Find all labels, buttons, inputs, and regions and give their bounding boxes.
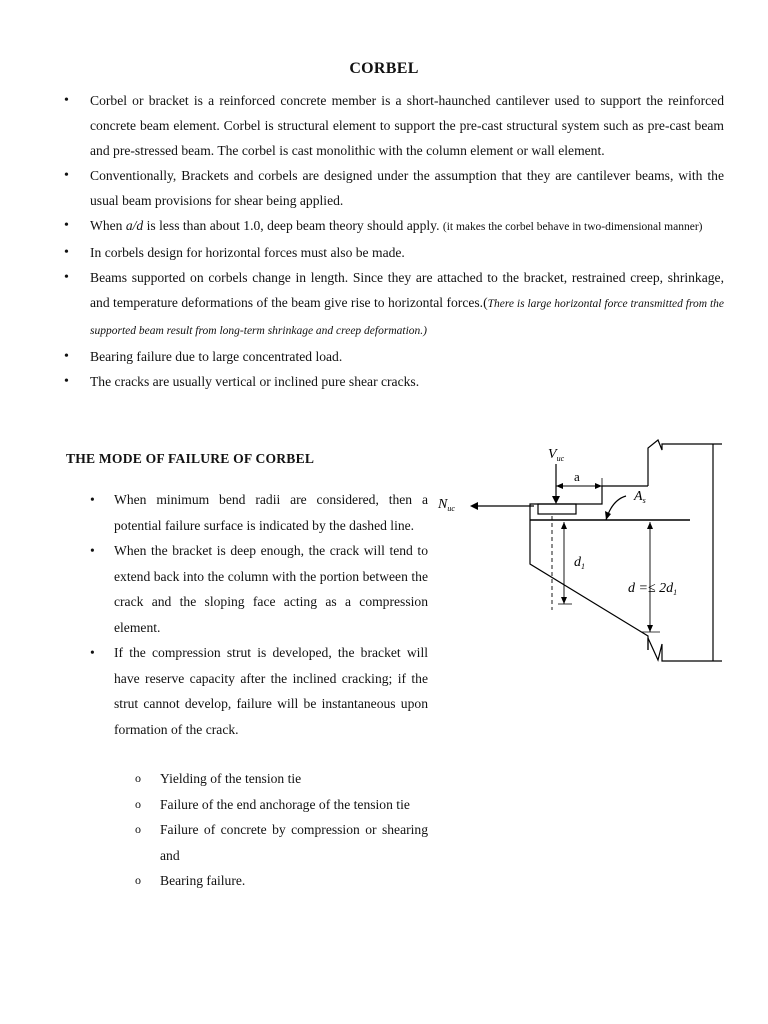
- d-top-arrow-head: [647, 522, 653, 529]
- list-item: • Beams supported on corbels change in length. Since they are attached to the bracket, restrained creep, shrinkage, and temperature deformations of the beam give rise to horizontal forces.(There is large horizontal force transmitted from the supported beam result from long-term shrinkage and creep deformation.): [62, 265, 724, 344]
- list-item: • The cracks are usually vertical or inclined pure shear cracks.: [62, 369, 724, 394]
- as-leader-arrow-head: [605, 511, 611, 520]
- bearing-plate: [538, 504, 576, 514]
- failure-mode-list: [88, 487, 428, 742]
- sub-list-item: o Failure of the end anchorage of the tension tie: [132, 792, 428, 818]
- d1-label: $d_1$: [574, 555, 585, 571]
- list-item: • When a/d is less than about 1.0, deep beam theory should apply. (it makes the corbel behave in two-dimensional manner): [62, 213, 724, 240]
- nuc-label: $N_{uc}$: [438, 497, 455, 513]
- dimension-a-label: a: [574, 469, 580, 484]
- list-item: • Corbel or bracket is a reinforced concrete member is a short-haunched cantilever used to support the reinforced concrete beam element. Corbel is structural element to support the pre-cast structural system such as pre-cast beam and pre-stressed beam. The corbel is cast monolithic with the column element or wall element.: [62, 88, 724, 163]
- sub-list-item: o Yielding of the tension tie: [132, 766, 428, 792]
- corbel-outline: [530, 486, 648, 650]
- vuc-label: $V_{uc}$: [548, 447, 565, 463]
- list-item: • Bearing failure due to large concentrated load.: [62, 344, 724, 369]
- d1-bottom-arrow-head: [561, 597, 567, 604]
- vuc-arrow-head: [552, 496, 560, 504]
- dimension-a-right-arrow-head: [595, 483, 602, 489]
- failure-type-sublist: [132, 766, 428, 894]
- section-heading: THE MODE OF FAILURE OF CORBEL: [66, 451, 315, 466]
- corbel-diagram: [430, 438, 730, 668]
- list-item: • When minimum bend radii are considered, then a potential failure surface is indicated by the dashed line.: [88, 487, 428, 538]
- nuc-arrow-head: [470, 502, 478, 510]
- list-item: • When the bracket is deep enough, the crack will tend to extend back into the column with the portion between the crack and the sloping face acting as a compression element.: [88, 538, 428, 640]
- page-title: CORBEL: [349, 60, 419, 77]
- as-leader-line: [606, 496, 626, 520]
- sub-list-item: o Bearing failure.: [132, 868, 428, 894]
- column-top-break-line: [648, 440, 722, 458]
- list-item: • If the compression strut is developed, the bracket will have reserve capacity after the inclined cracking; if the strut cannot develop, failure will be instantaneous upon formation of the crack.: [88, 640, 428, 742]
- sub-list-item: o Failure of concrete by compression or shearing and: [132, 817, 428, 868]
- d1-top-arrow-head: [561, 522, 567, 529]
- column-bottom-break-line: [648, 638, 722, 661]
- d-bottom-arrow-head: [647, 625, 653, 632]
- d-relation-label: $d =\le 2d_1$: [628, 581, 678, 597]
- corbel-bullet-list: [62, 88, 724, 394]
- list-item: • Conventionally, Brackets and corbels are designed under the assumption that they are cantilever beams, with the usual beam provisions for shear being applied.: [62, 163, 724, 213]
- as-label: $A_s$: [634, 489, 646, 505]
- list-item: • In corbels design for horizontal forces must also be made.: [62, 240, 724, 265]
- dimension-a-left-arrow-head: [556, 483, 563, 489]
